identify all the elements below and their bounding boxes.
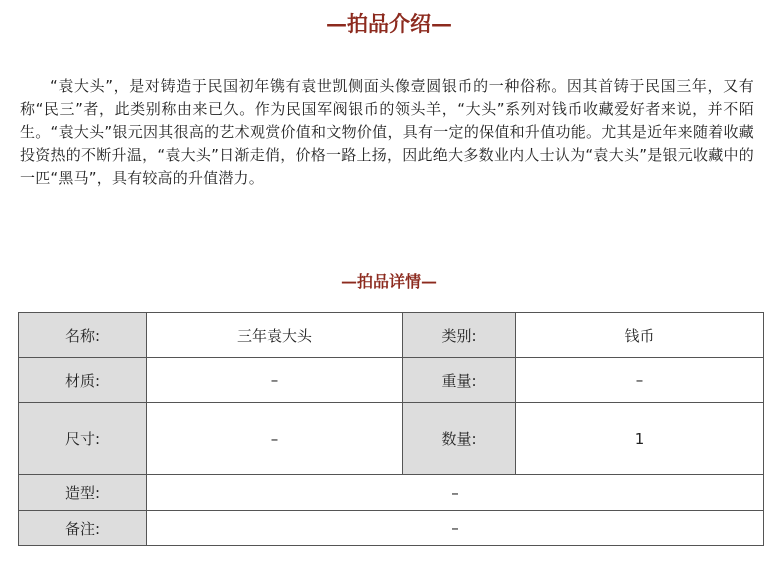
material-label: 材质: bbox=[19, 358, 147, 403]
table-row bbox=[19, 475, 764, 511]
table-row bbox=[19, 313, 764, 358]
quantity-value: 1 bbox=[516, 403, 764, 475]
category-label: 类别: bbox=[403, 313, 516, 358]
intro-title: —拍品介绍— bbox=[326, 11, 452, 36]
material-value: – bbox=[147, 358, 403, 403]
table-row bbox=[19, 403, 764, 475]
remark-value: – bbox=[147, 511, 764, 546]
table-row bbox=[19, 358, 764, 403]
quantity-label: 数量: bbox=[403, 403, 516, 475]
weight-value: – bbox=[516, 358, 764, 403]
detail-title: —拍品详情— bbox=[340, 272, 437, 291]
shape-value: – bbox=[147, 475, 764, 511]
intro-paragraph: “袁大头”，是对铸造于民国初年镌有袁世凯侧面头像壹圆银币的一种俗称。因其首铸于民国三年，又有称“民三”者，此类别称由来已久。作为民国军阀银币的领头羊，“大头”系列对钱币收藏爱好者来说，并不陌生。“袁大头”银元因其很高的艺术观赏价值和文物价值，具有一定的保值和升值功能。尤其是近年来随着收藏投资热的不断升温，“袁大头”日渐走俏，价格一路上扬，因此绝大多数业内人士认为“袁大头”是银元收藏中的一匹“黑马”，具有较高的升值潜力。 bbox=[20, 77, 754, 187]
size-value: – bbox=[147, 403, 403, 475]
remark-label: 备注: bbox=[19, 511, 147, 546]
size-label: 尺寸: bbox=[19, 403, 147, 475]
name-value: 三年袁大头 bbox=[147, 313, 403, 358]
name-label: 名称: bbox=[19, 313, 147, 358]
category-value: 钱币 bbox=[516, 313, 764, 358]
table-row bbox=[19, 511, 764, 546]
shape-label: 造型: bbox=[19, 475, 147, 511]
detail-table bbox=[18, 312, 764, 546]
weight-label: 重量: bbox=[403, 358, 516, 403]
